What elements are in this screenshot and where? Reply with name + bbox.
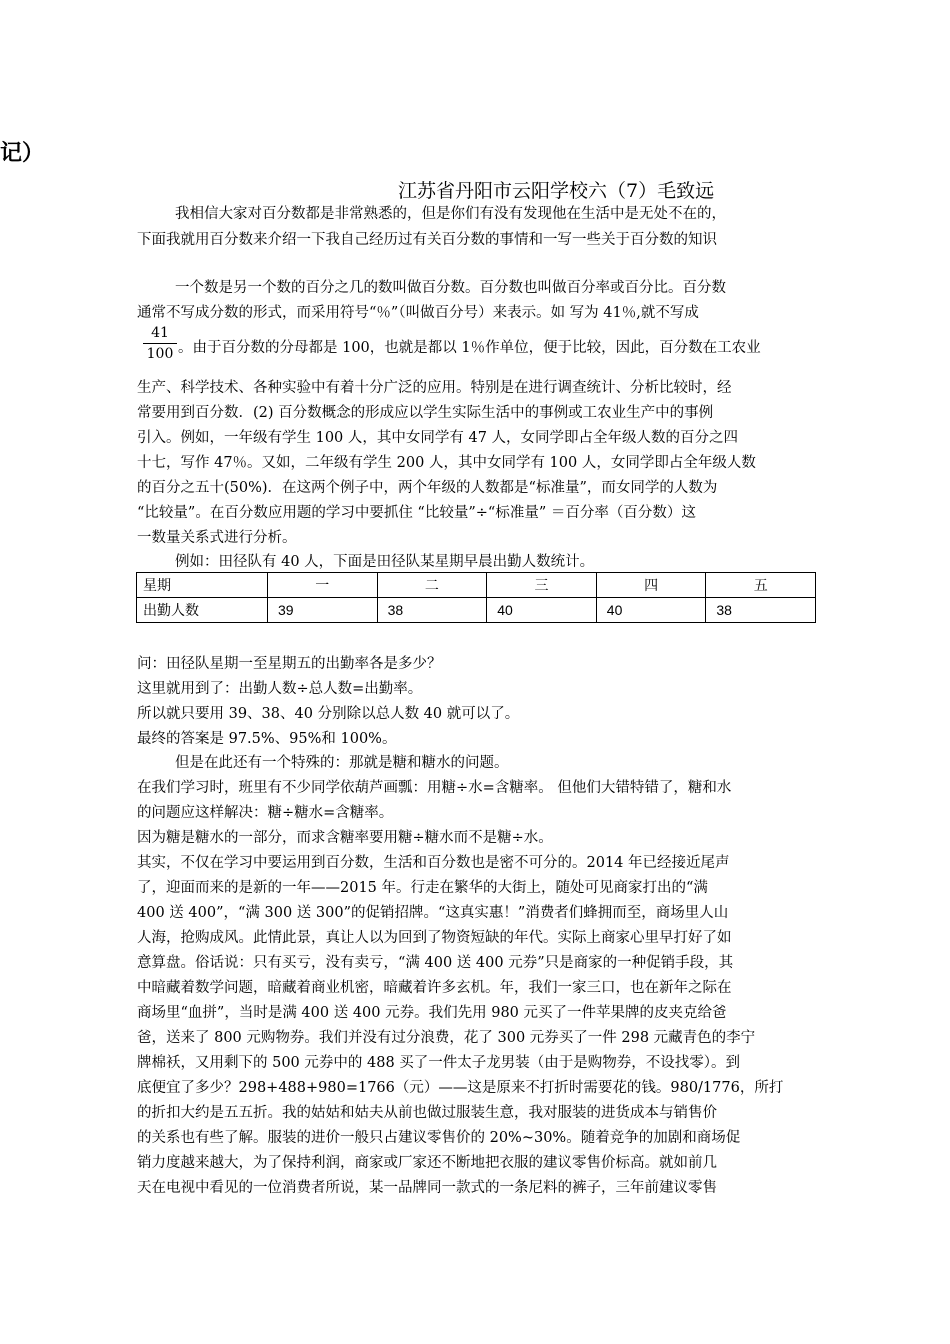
value-cell: 39 [268, 598, 378, 623]
row-header-attendance: 出勤人数 [137, 598, 268, 623]
definition-line: “比较量”。在百分数应用题的学习中要抓住 “比较量”÷“标准量” ＝百分率（百分数）这 [137, 505, 696, 521]
value-cell: 38 [706, 598, 816, 623]
title-fragment: 记） [0, 141, 45, 166]
story-line: 中暗藏着数学问题，暗藏着商业机密，暗藏着许多玄机。年，我们一家三口，也在新年之际在 [137, 980, 732, 996]
fraction [143, 325, 177, 362]
day-cell: 三 [487, 573, 597, 598]
story-line: 底便宜了多少？298+488+980=1766（元）——这是原来不打折时需要花的钱。980/1776，所打 [137, 1080, 784, 1096]
attendance-table [136, 572, 816, 623]
definition-line: 。由于百分数的分母都是 100，也就是都以 1％作单位，便于比较，因此，百分数在工农业 [178, 340, 761, 356]
definition-line: 一个数是另一个数的百分之几的数叫做百分数。百分数也叫做百分率或百分比。百分数 [175, 280, 726, 296]
story-line: 销力度越来越大，为了保持利润，商家或厂家还不断地把衣服的建议零售价标高。就如前几 [137, 1155, 717, 1171]
definition-line: 常要用到百分数．(2) 百分数概念的形成应以学生实际生活中的事例或工农业生产中的事例 [137, 405, 714, 421]
day-cell: 五 [706, 573, 816, 598]
day-cell: 二 [377, 573, 487, 598]
story-line: 爸，送来了 800 元购物券。我们并没有过分浪费，花了 300 元券买了一件 298 元藏青色的李宁 [137, 1030, 756, 1046]
intro-line: 我相信大家对百分数都是非常熟悉的，但是你们有没有发现他在生活中是无处不在的， [175, 206, 726, 222]
special-line: 的问题应这样解决：糖÷糖水=含糖率。 [137, 805, 394, 821]
value-cell: 40 [596, 598, 706, 623]
table-row [137, 573, 816, 598]
definition-line: 十七，写作 47％。又如，二年级有学生 200 人，其中女同学有 100 人，女同学即占全年级人数 [137, 455, 756, 471]
intro-line: 下面我就用百分数来介绍一下我自己经历过有关百分数的事情和一写一些关于百分数的知识 [137, 232, 717, 248]
story-line: 天在电视中看见的一位消费者所说，某一品牌同一款式的一条尼料的裤子，三年前建议零售 [137, 1180, 717, 1196]
definition-line: 一数量关系式进行分析。 [137, 530, 297, 546]
value-cell: 40 [487, 598, 597, 623]
fraction-numerator: 41 [143, 325, 177, 344]
story-line: 其实，不仅在学习中要运用到百分数，生活和百分数也是密不可分的。2014 年已经接近尾声 [137, 855, 730, 871]
special-line: 因为糖是糖水的一部分，而求含糖率要用糖÷糖水而不是糖÷水。 [137, 830, 553, 846]
definition-line: 引入。例如，一年级有学生 100 人，其中女同学有 47 人，女同学即占全年级人数的百分之四 [137, 430, 739, 446]
qa-line: 所以就只要用 39、38、40 分别除以总人数 40 就可以了。 [137, 706, 520, 722]
story-line: 的折扣大约是五五折。我的姑姑和姑夫从前也做过服装生意，我对服装的进货成本与销售价 [137, 1105, 717, 1121]
table-row [137, 598, 816, 623]
qa-line: 这里就用到了：出勤人数÷总人数=出勤率。 [137, 681, 423, 697]
row-header-weekday: 星期 [137, 573, 268, 598]
qa-line: 最终的答案是 97.5%、95%和 100%。 [137, 731, 397, 747]
story-line: 了，迎面而来的是新的一年——2015 年。行走在繁华的大街上，随处可见商家打出的“满 [137, 880, 708, 896]
author-line: 江苏省丹阳市云阳学校六（7）毛致远 [398, 180, 715, 202]
qa-line: 问：田径队星期一至星期五的出勤率各是多少？ [137, 656, 442, 672]
definition-line: 通常不写成分数的形式，而采用符号“％”（叫做百分号）来表示。如 写为 41％,就不写成 [137, 305, 699, 321]
story-line: 人海，抢购成风。此情此景，真让人以为回到了物资短缺的年代。实际上商家心里早打好了如 [137, 930, 732, 946]
day-cell: 一 [268, 573, 378, 598]
definition-line: 生产、科学技术、各种实验中有着十分广泛的应用。特别是在进行调查统计、分析比较时，经 [137, 380, 732, 396]
special-line: 在我们学习时，班里有不少同学依葫芦画瓢：用糖÷水=含糖率。 但他们大错特错了，糖和水 [137, 780, 732, 796]
special-intro: 但是在此还有一个特殊的：那就是糖和糖水的问题。 [175, 755, 509, 771]
definition-line: 的百分之五十(50%)．在这两个例子中，两个年级的人数都是“标准量”，而女同学的人数为 [137, 480, 718, 496]
story-line: 商场里“血拼”，当时是满 400 送 400 元券。我们先用 980 元买了一件苹果牌的皮夹克给爸 [137, 1005, 727, 1021]
value-cell: 38 [377, 598, 487, 623]
story-line: 的关系也有些了解。服装的进价一般只占建议零售价的 20%~30%。随着竞争的加剧和商场促 [137, 1130, 741, 1146]
story-line: 400 送 400”，“满 300 送 300”的促销招牌。“这真实惠！”消费者们蜂拥而至，商场里人山 [137, 905, 729, 921]
example-intro: 例如：田径队有 40 人，下面是田径队某星期早晨出勤人数统计。 [175, 554, 595, 570]
story-line: 牌棉袄，又用剩下的 500 元券中的 488 买了一件太子龙男装（由于是购物券，不设找零）。到 [137, 1055, 741, 1071]
day-cell: 四 [596, 573, 706, 598]
fraction-denominator: 100 [146, 346, 174, 362]
story-line: 意算盘。俗话说：只有买亏，没有卖亏，“满 400 送 400 元券”只是商家的一种促销手段，其 [137, 955, 734, 971]
